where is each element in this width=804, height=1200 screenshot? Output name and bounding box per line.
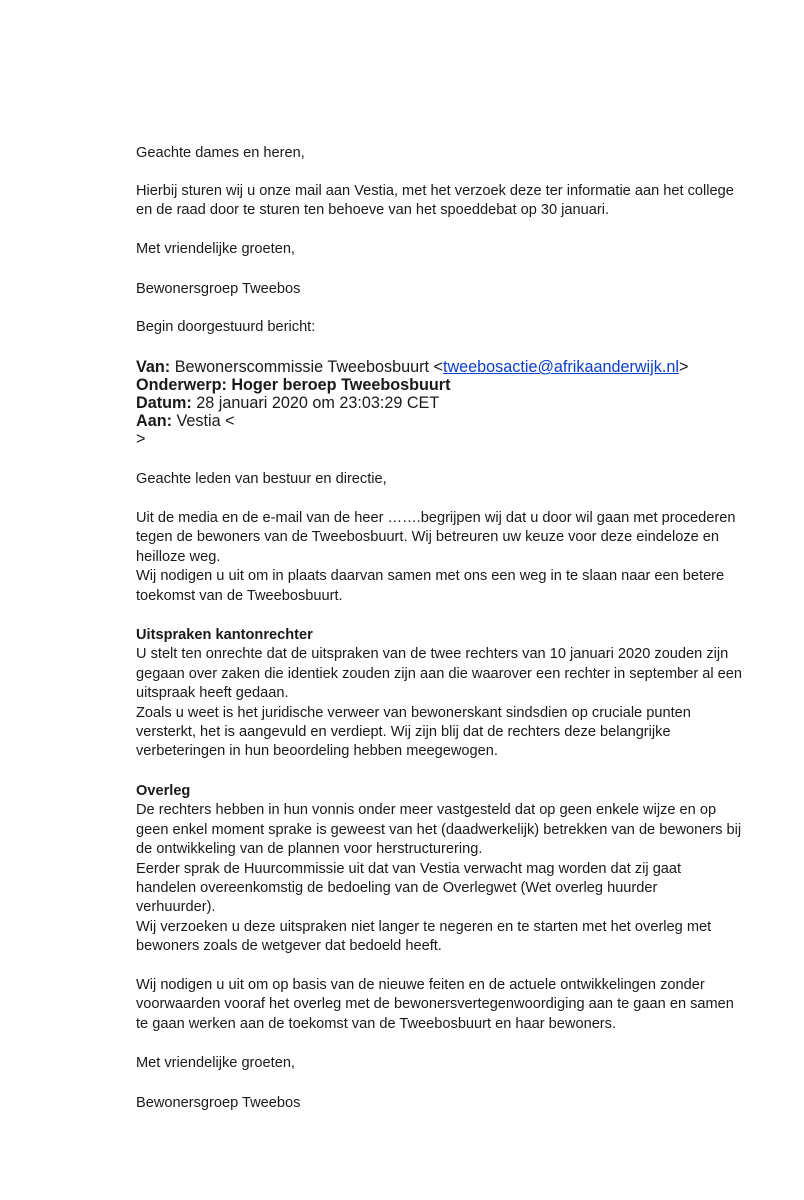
text-line: toekomst van de Tweebosbuurt. (136, 587, 343, 604)
text-line: Wij nodigen u uit om in plaats daarvan samen met ons een weg in te slaan naar een betere (136, 568, 725, 585)
subject-line (136, 376, 776, 394)
intro-paragraph (136, 182, 776, 221)
from-email-link[interactable]: tweebosactie@afrikaanderwijk.nl (442, 358, 679, 376)
forwarded-header (136, 358, 776, 448)
text-line: heilloze weg. (136, 548, 221, 565)
text-line: geen enkel moment sprake is geweest van het (daadwerkelijk) betrekken van de bewoners bij (136, 821, 742, 838)
from-name: Bewonerscommissie Tweebosbuurt < (174, 358, 443, 376)
signature: Bewonersgroep Tweebos (136, 281, 301, 297)
text-line: tegen de bewoners van de Tweebosbuurt. Wij betreuren uw keuze voor deze eindeloze en (136, 529, 720, 546)
paragraph-final (136, 976, 776, 1034)
text-line: uitspraak heeft gedaan. (136, 685, 289, 702)
text-line: De rechters hebben in hun vonnis onder meer vastgesteld dat op geen enkele wijze en op (136, 802, 717, 819)
closing-greeting: Met vriendelijke groeten, (136, 241, 295, 257)
text-line: U stelt ten onrechte dat de uitspraken van de twee rechters van 10 januari 2020 zouden zijn (136, 646, 729, 663)
signature: Bewonersgroep Tweebos (136, 1095, 301, 1111)
date-line (136, 394, 776, 412)
text-line: en de raad door te sturen ten behoeve van het spoeddebat op 30 januari. (136, 202, 610, 219)
paragraph-1 (136, 509, 776, 606)
text-line: verhuurder). (136, 899, 216, 916)
text-line: Wij nodigen u uit om op basis van de nieuwe feiten en de actuele ontwikkelingen zonder (136, 977, 705, 993)
section-heading: Overleg (136, 783, 191, 799)
to-line (136, 412, 776, 430)
text-line: de ontwikkeling van de plannen voor herstructurering. (136, 841, 483, 858)
text-line: gegaan over zaken die identiek zouden zijn aan die waarover een rechter in september al een (136, 665, 743, 682)
from-line (136, 358, 776, 376)
closing-greeting: Met vriendelijke groeten, (136, 1055, 295, 1071)
to-value: Vestia < (176, 412, 235, 430)
text-line: voorwaarden vooraf het overleg met de bewonersvertegenwoordiging aan te gaan en samen (136, 996, 734, 1013)
text-line: Wij verzoeken u deze uitspraken niet langer te negeren en te starten met het overleg met (136, 918, 712, 935)
from-label: Van: (136, 358, 171, 376)
section-uitspraken (136, 626, 776, 762)
section-overleg (136, 782, 776, 957)
from-close: > (678, 358, 689, 376)
text-line: verbeteringen in hun beoordeling hebben meegewogen. (136, 743, 498, 760)
text-line: bewoners zoals de wetgever dat bedoeld heeft. (136, 938, 442, 955)
text-line: Zoals u weet is het juridische verweer van bewonerskant sindsdien op cruciale punten (136, 704, 691, 721)
section-heading: Uitspraken kantonrechter (136, 627, 313, 643)
date-value: 28 januari 2020 om 23:03:29 CET (196, 394, 440, 412)
salutation: Geachte leden van bestuur en directie, (136, 471, 387, 487)
to-close: > (136, 430, 146, 448)
to-label: Aan: (136, 412, 172, 430)
greeting: Geachte dames en heren, (136, 145, 305, 161)
subject: Onderwerp: Hoger beroep Tweebosbuurt (136, 376, 451, 394)
date-label: Datum: (136, 394, 192, 412)
text-line: handelen overeenkomstig de bedoeling van de Overlegwet (Wet overleg huurder (136, 880, 658, 897)
text-line: Uit de media en de e-mail van de heer …….begrijpen wij dat u door wil gaan met procederen (136, 510, 736, 526)
text-line: versterkt, het is aangevuld en verdiept. Wij zijn blij dat de rechters deze belangrijke (136, 724, 671, 741)
text-line: Eerder sprak de Huurcommissie uit dat van Vestia verwacht mag worden dat zij gaat (136, 860, 682, 877)
forward-note: Begin doorgestuurd bericht: (136, 319, 316, 335)
text-line: te gaan werken aan de toekomst van de Tweebosbuurt en haar bewoners. (136, 1015, 617, 1032)
text-line: Hierbij sturen wij u onze mail aan Vestia, met het verzoek deze ter informatie aan het college (136, 183, 734, 199)
